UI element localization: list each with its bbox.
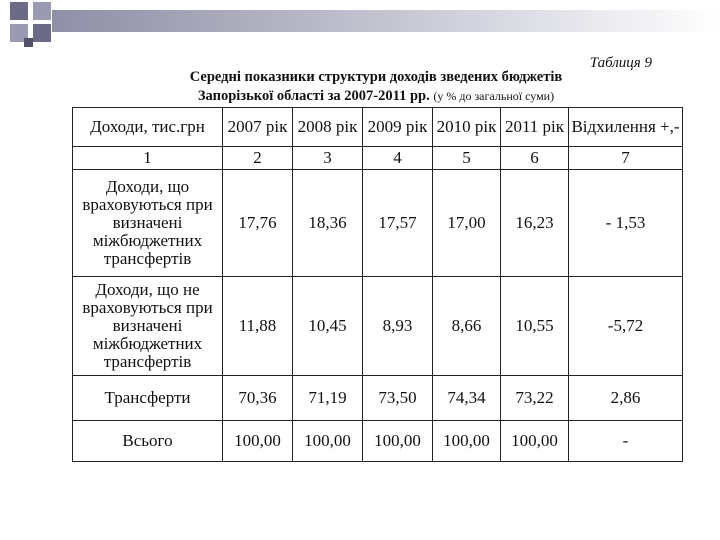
deviation-cell: - xyxy=(569,421,683,462)
value-cell: 11,88 xyxy=(223,277,293,376)
index-cell: 5 xyxy=(433,147,501,170)
deviation-cell: 2,86 xyxy=(569,376,683,421)
header-cell: 2011 рік xyxy=(501,108,569,147)
value-cell: 17,00 xyxy=(433,170,501,277)
table-row xyxy=(73,277,683,376)
row-label: Всього xyxy=(73,421,223,462)
value-cell: 71,19 xyxy=(293,376,363,421)
decor-square xyxy=(10,2,28,20)
index-cell: 1 xyxy=(73,147,223,170)
title-units-note: (у % до загальної суми) xyxy=(433,89,555,103)
table-title xyxy=(70,68,682,106)
header-row xyxy=(73,108,683,147)
index-cell: 7 xyxy=(569,147,683,170)
value-cell: 10,45 xyxy=(293,277,363,376)
row-label: Доходи, що враховуються при визначені міжбюджетних трансфертів xyxy=(73,170,223,277)
decor-square xyxy=(33,24,51,42)
value-cell: 17,76 xyxy=(223,170,293,277)
title-line-2 xyxy=(70,87,682,106)
value-cell: 100,00 xyxy=(501,421,569,462)
value-cell: 18,36 xyxy=(293,170,363,277)
header-cell: Доходи, тис.грн xyxy=(73,108,223,147)
header-cell: 2007 рік xyxy=(223,108,293,147)
decor-gradient-band xyxy=(52,10,720,32)
header-cell: 2009 рік xyxy=(363,108,433,147)
table-row xyxy=(73,170,683,277)
header-cell: 2008 рік xyxy=(293,108,363,147)
index-cell: 4 xyxy=(363,147,433,170)
value-cell: 100,00 xyxy=(223,421,293,462)
value-cell: 16,23 xyxy=(501,170,569,277)
value-cell: 73,22 xyxy=(501,376,569,421)
decor-square xyxy=(33,2,51,20)
value-cell: 70,36 xyxy=(223,376,293,421)
value-cell: 73,50 xyxy=(363,376,433,421)
column-index-row xyxy=(73,147,683,170)
table-row xyxy=(73,376,683,421)
value-cell: 100,00 xyxy=(433,421,501,462)
value-cell: 10,55 xyxy=(501,277,569,376)
decor-square xyxy=(24,38,33,47)
header-cell: Відхилення +,- xyxy=(569,108,683,147)
value-cell: 100,00 xyxy=(363,421,433,462)
value-cell: 8,93 xyxy=(363,277,433,376)
index-cell: 6 xyxy=(501,147,569,170)
title-line-1: Середні показники структури доходів зведених бюджетів xyxy=(189,69,563,85)
row-label: Трансферти xyxy=(73,376,223,421)
revenue-structure-table xyxy=(72,107,683,462)
table-number-label: Таблиця 9 xyxy=(589,55,652,71)
value-cell: 100,00 xyxy=(293,421,363,462)
value-cell: 17,57 xyxy=(363,170,433,277)
index-cell: 2 xyxy=(223,147,293,170)
title-line-2-main: Запорізької області за 2007-2011 рр. xyxy=(197,88,430,104)
deviation-cell: -5,72 xyxy=(569,277,683,376)
table-row xyxy=(73,421,683,462)
index-cell: 3 xyxy=(293,147,363,170)
value-cell: 8,66 xyxy=(433,277,501,376)
value-cell: 74,34 xyxy=(433,376,501,421)
slide-header-decoration xyxy=(0,0,720,48)
deviation-cell: - 1,53 xyxy=(569,170,683,277)
header-cell: 2010 рік xyxy=(433,108,501,147)
row-label: Доходи, що не враховуються при визначені міжбюджетних трансфертів xyxy=(73,277,223,376)
